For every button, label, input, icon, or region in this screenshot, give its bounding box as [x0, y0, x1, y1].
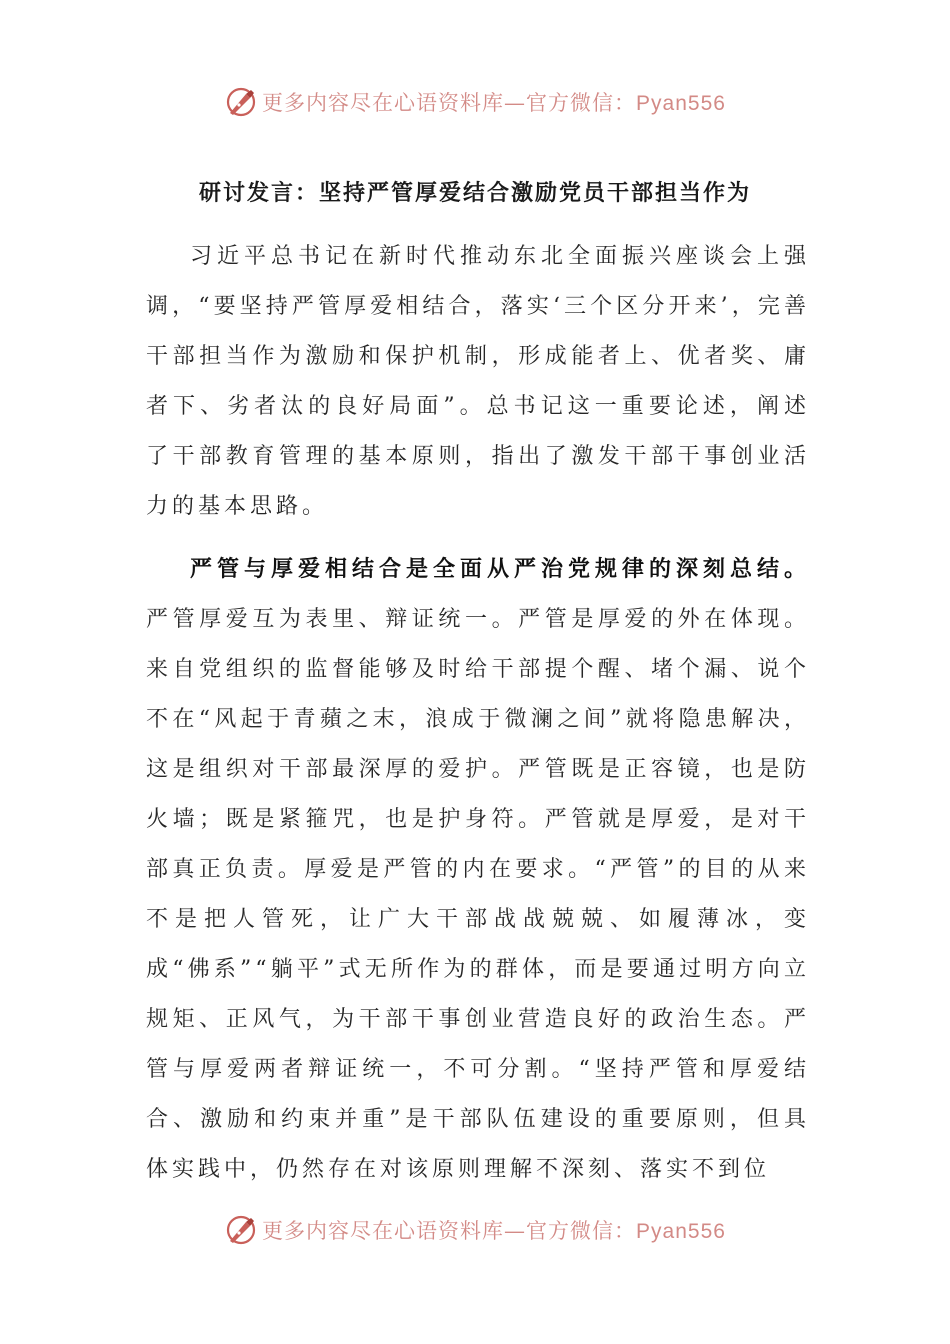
banner-text: 更多内容尽在心语资料库—官方微信：Pyan556 [262, 91, 726, 115]
footer-watermark-banner [0, 1210, 950, 1250]
paragraph-strict-care-text: 严管厚爱互为表里、辩证统一。严管是厚爱的外在体现。来自党组织的监督能够及时给干部提个醒、堵个漏、说个不在“风起于青蘋之末，浪成于微澜之间”就将隐患解决，这是组织对干部最深厚的爱护。严管既是正容镜，也是防火墙；既是紧箍咒，也是护身符。严管就是厚爱，是对干部真正负责。厚爱是严管的内在要求。“严管”的目的从来不是把人管死，让广大干部战战兢兢、如履薄冰，变成“佛系”“躺平”式无所作为的群体，而是要通过明方向立规矩、正风气，为干部干事创业营造良好的政治生态。严管与厚爱两者辩证统一，不可分割。“坚持严管和厚爱结合、激励和约束并重”是干部队伍建设的重要原则，但具体实践中，仍然存在对该原则理解不深刻、落实不到位 [146, 607, 810, 1182]
banner-wechat-id: Pyan556 [636, 1220, 726, 1243]
paragraph-lead-sentence: 严管与厚爱相结合是全面从严治党规律的深刻总结。 [190, 556, 810, 582]
pen-nib-logo-icon [224, 85, 258, 119]
header-watermark-banner [0, 82, 950, 122]
paragraph-strict-care [146, 544, 810, 1195]
document-body [146, 232, 810, 1195]
banner-wechat-id: Pyan556 [636, 92, 726, 115]
paragraph-intro-text: 习近平总书记在新时代推动东北全面振兴座谈会上强调，“要坚持严管厚爱相结合，落实‘三个区分开来’，完善干部担当作为激励和保护机制，形成能者上、优者奖、庸者下、劣者汰的良好局面”。总书记这一重要论述，阐述了干部教育管理的基本原则，指出了激发干部干事创业活力的基本思路。 [146, 244, 810, 519]
banner-text: 更多内容尽在心语资料库—官方微信：Pyan556 [262, 1219, 726, 1243]
document-title: 研讨发言：坚持严管厚爱结合激励党员干部担当作为 [198, 180, 751, 206]
pen-nib-logo-icon [224, 1213, 258, 1247]
paragraph-intro [146, 232, 810, 532]
